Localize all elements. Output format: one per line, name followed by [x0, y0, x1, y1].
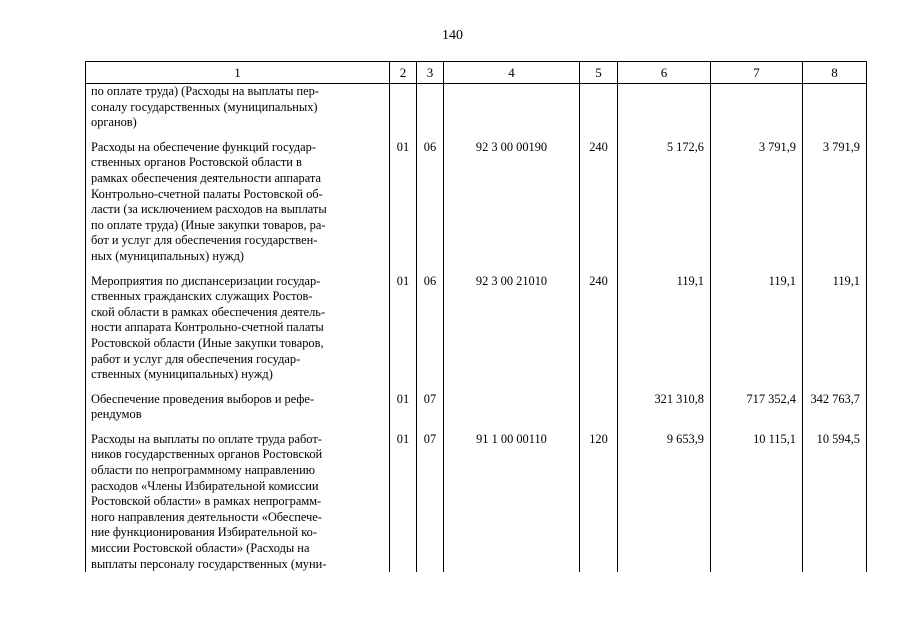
description-line: бот и услуг для обеспечения государствен-: [91, 233, 318, 248]
amount-col7: 717 352,4: [711, 392, 803, 423]
amount-col7: 119,1: [711, 274, 803, 383]
row-description: [86, 140, 390, 265]
description-line: органов): [91, 115, 137, 130]
description-line: Расходы на выплаты по оплате труда работ-: [91, 431, 322, 446]
description-line: ных (муниципальных) нужд): [91, 248, 245, 263]
target-article-code: 91 1 00 00110: [444, 432, 580, 572]
section-code: 01: [390, 140, 417, 265]
amount-col8: 3 791,9: [803, 140, 867, 265]
table-row: [86, 274, 867, 383]
expense-type-code: [580, 84, 618, 131]
section-code: [390, 84, 417, 131]
row-description: [86, 84, 390, 131]
table-row: [86, 84, 867, 131]
description-line: ласти (за исключением расходов на выплаты: [91, 202, 327, 217]
section-code: 01: [390, 274, 417, 383]
amount-col6: [618, 84, 711, 131]
header-cell: 4: [444, 62, 580, 84]
amount-col8: 119,1: [803, 274, 867, 383]
row-spacer: [86, 131, 867, 140]
row-description: [86, 274, 390, 383]
description-line: ние функционирования Избирательной ко-: [91, 525, 317, 540]
description-line: рендумов: [91, 407, 142, 422]
amount-col6: 5 172,6: [618, 140, 711, 265]
header-cell: 7: [711, 62, 803, 84]
amount-col8: 342 763,7: [803, 392, 867, 423]
header-cell: 1: [86, 62, 390, 84]
amount-col7: 3 791,9: [711, 140, 803, 265]
description-line: ственных органов Ростовской области в: [91, 155, 302, 170]
description-line: области по непрограммному направлению: [91, 463, 315, 478]
target-article-code: [444, 392, 580, 423]
row-description: [86, 392, 390, 423]
budget-table: [85, 61, 867, 572]
description-line: соналу государственных (муниципальных): [91, 99, 318, 114]
subsection-code: [417, 84, 444, 131]
description-line: ников государственных органов Ростовской: [91, 447, 323, 462]
amount-col7: [711, 84, 803, 131]
amount-col6: 321 310,8: [618, 392, 711, 423]
description-line: ности аппарата Контрольно-счетной палаты: [91, 320, 324, 335]
table-row: [86, 392, 867, 423]
description-line: Ростовской области (Иные закупки товаров,: [91, 335, 324, 350]
description-line: расходов «Члены Избирательной комиссии: [91, 478, 319, 493]
amount-col6: 9 653,9: [618, 432, 711, 572]
description-line: рамках обеспечения деятельности аппарата: [91, 170, 321, 185]
table-row: [86, 140, 867, 265]
description-line: Ростовской области» в рамках непрограмм-: [91, 494, 322, 509]
target-article-code: [444, 84, 580, 131]
description-line: Расходы на обеспечение функций государ-: [91, 139, 317, 154]
header-cell: 3: [417, 62, 444, 84]
page-number: 140: [442, 28, 463, 43]
description-line: Обеспечение проведения выборов и рефе-: [91, 391, 315, 406]
description-line: ственных гражданских служащих Ростов-: [91, 289, 313, 304]
expense-type-code: 120: [580, 432, 618, 572]
header-cell: 5: [580, 62, 618, 84]
header-cell: 6: [618, 62, 711, 84]
row-description: [86, 432, 390, 572]
row-spacer: [86, 383, 867, 392]
description-line: ного направления деятельности «Обеспече-: [91, 509, 322, 524]
target-article-code: 92 3 00 00190: [444, 140, 580, 265]
target-article-code: 92 3 00 21010: [444, 274, 580, 383]
description-line: миссии Ростовской области» (Расходы на: [91, 541, 310, 556]
description-line: Контрольно-счетной палаты Ростовской об-: [91, 186, 323, 201]
expense-type-code: 240: [580, 274, 618, 383]
amount-col8: [803, 84, 867, 131]
subsection-code: 07: [417, 392, 444, 423]
description-line: по оплате труда) (Иные закупки товаров, ра-: [91, 217, 326, 232]
description-line: выплаты персоналу государственных (муни-: [91, 556, 327, 571]
subsection-code: 07: [417, 432, 444, 572]
header-cell: 8: [803, 62, 867, 84]
header-row: [86, 62, 867, 84]
description-line: работ и услуг для обеспечения государ-: [91, 351, 301, 366]
amount-col7: 10 115,1: [711, 432, 803, 572]
row-spacer: [86, 265, 867, 274]
expense-type-code: 240: [580, 140, 618, 265]
table-row: [86, 432, 867, 572]
description-line: по оплате труда) (Расходы на выплаты пер-: [91, 84, 319, 98]
row-spacer: [86, 423, 867, 432]
description-line: ственных (муниципальных) нужд): [91, 367, 273, 382]
subsection-code: 06: [417, 274, 444, 383]
header-cell: 2: [390, 62, 417, 84]
subsection-code: 06: [417, 140, 444, 265]
section-code: 01: [390, 432, 417, 572]
amount-col6: 119,1: [618, 274, 711, 383]
description-line: ской области в рамках обеспечения деятель-: [91, 304, 326, 319]
amount-col8: 10 594,5: [803, 432, 867, 572]
description-line: Мероприятия по диспансеризации государ-: [91, 273, 321, 288]
section-code: 01: [390, 392, 417, 423]
expense-type-code: [580, 392, 618, 423]
